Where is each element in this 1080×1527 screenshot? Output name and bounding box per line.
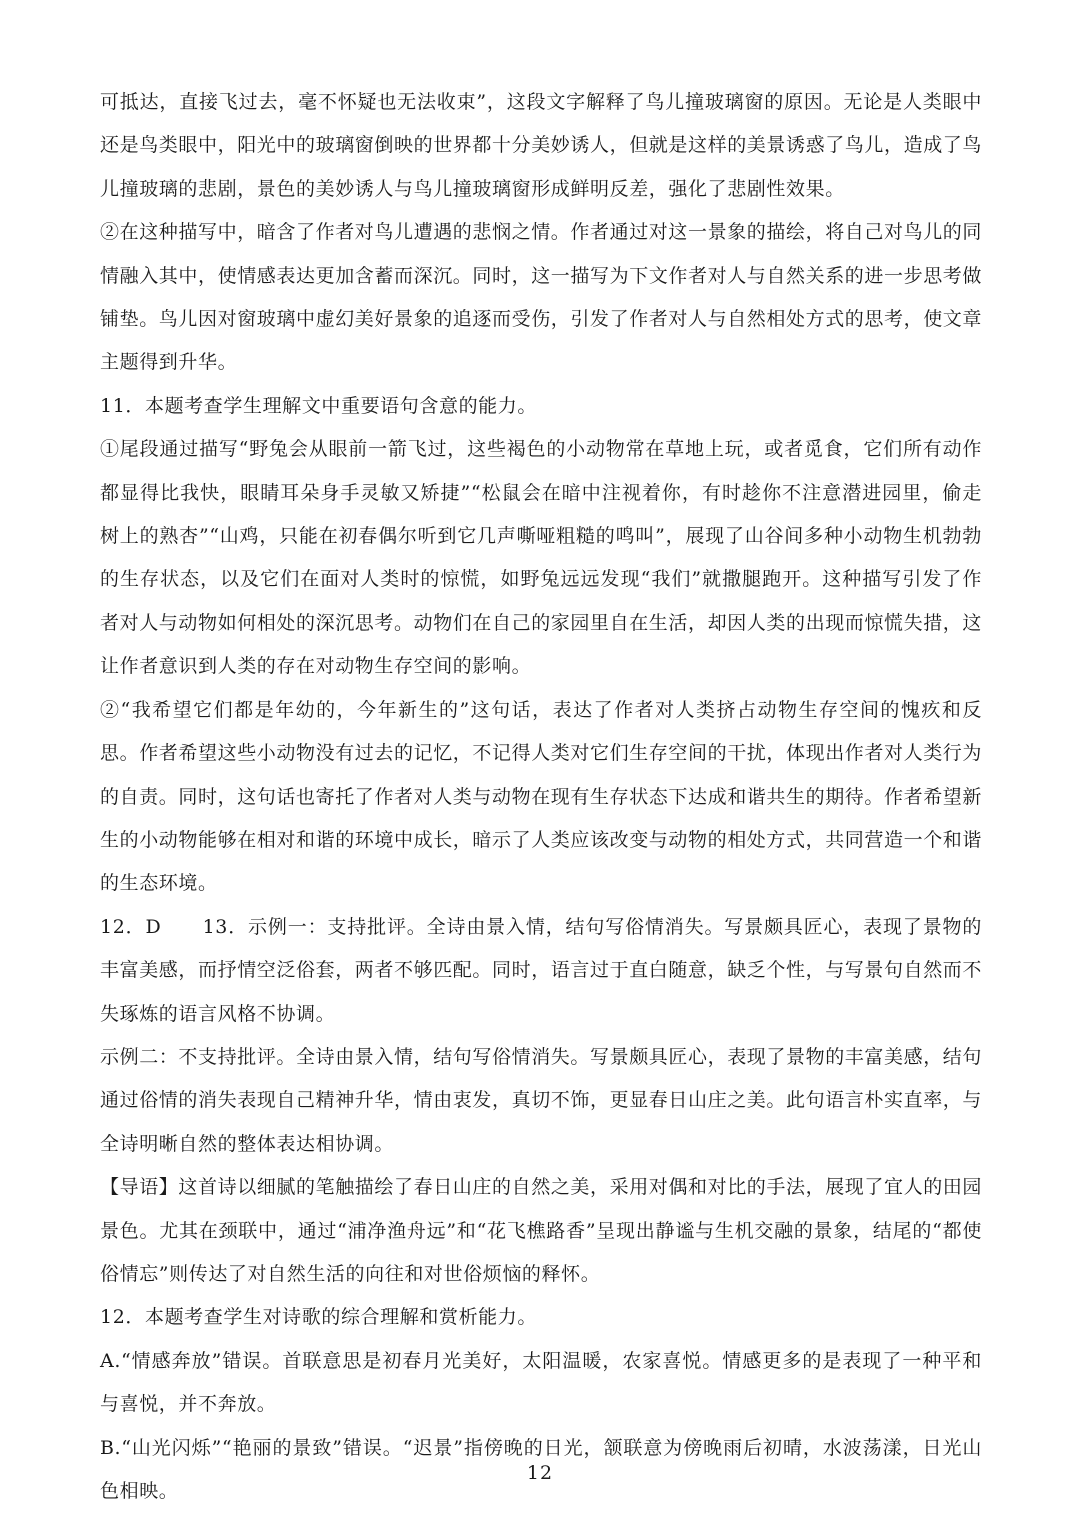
paragraph-q13-example-2: 示例二：不支持批评。全诗由景入情，结句写俗情消失。写景颇具匠心，表现了景物的丰富美感，结句通过俗情的消失表现自己精神升华，情由衷发，真切不饰，更显春日山庄之美。此句语言朴实直率，与全诗明晰自然的整体表达相协调。 (100, 1045, 983, 1155)
paragraph-poem-introduction: 【导语】这首诗以细腻的笔触描绘了春日山庄的自然之美，采用对偶和对比的手法，展现了宜人的田园景色。尤其在颈联中，通过“浦净渔舟远”和“花飞樵路香”呈现出静谧与生机交融的景象，结尾的“都使俗情忘”则传达了对自然生活的向往和对世俗烦恼的释怀。 (100, 1176, 983, 1285)
paragraph-q11-heading: 11．本题考查学生理解文中重要语句含意的能力。 (100, 394, 537, 417)
paragraph-option-a: A.“情感奔放”错误。首联意思是初春月光美好，太阳温暖，农家喜悦。情感更多的是表现了一种平和与喜悦，并不奔放。 (100, 1349, 982, 1416)
document-body (100, 81, 982, 1513)
paragraph-q11-point-2: ②“我希望它们都是年幼的，今年新生的”这句话，表达了作者对人类挤占动物生存空间的愧疚和反思。作者希望这些小动物没有过去的记忆，不记得人类对它们生存空间的干扰，体现出作者对人类行为的自责。同时，这句话也寄托了作者对人类与动物在现有生存状态下达成和谐共生的期待。作者希望新生的小动物能够在相对和谐的环境中成长，暗示了人类应该改变与动物的相处方式，共同营造一个和谐的生态环境。 (100, 698, 983, 895)
paragraph-option-b: B.“山光闪烁”“艳丽的景致”错误。“迟景”指傍晚的日光，颔联意为傍晚雨后初晴，水波荡漾，日光山色相映。 (100, 1436, 982, 1502)
paragraph-q12-q13-example-1: 12．D 13．示例一：支持批评。全诗由景入情，结句写俗情消失。写景颇具匠心，表现了景物的丰富美感，而抒情空泛俗套，两者不够匹配。同时，语言过于直白随意，缺乏个性，与写景句自然而不失琢炼的语言风格不协调。 (100, 915, 983, 1025)
paragraph-bird-glass-reason: 可抵达，直接飞过去，毫不怀疑也无法收束”，这段文字解释了鸟儿撞玻璃窗的原因。无论是人类眼中还是鸟类眼中，阳光中的玻璃窗倒映的世界都十分美妙诱人，但就是这样的美景诱惑了鸟儿，造成了鸟儿撞玻璃的悲剧，景色的美妙诱人与鸟儿撞玻璃窗形成鲜明反差，强化了悲剧性效果。 (100, 91, 983, 200)
paragraph-bird-compassion: ②在这种描写中，暗含了作者对鸟儿遭遇的悲悯之情。作者通过对这一景象的描绘，将自己对鸟儿的同情融入其中，使情感表达更加含蓄而深沉。同时，这一描写为下文作者对人与自然关系的进一步思考做铺垫。鸟儿因对窗玻璃中虚幻美好景象的追逐而受伤，引发了作者对人与自然相处方式的思考，使文章主题得到升华。 (100, 221, 983, 374)
paragraph-q11-point-1: ①尾段通过描写“野兔会从眼前一箭飞过，这些褐色的小动物常在草地上玩，或者觅食，它们所有动作都显得比我快，眼睛耳朵身手灵敏又矫捷”“松鼠会在暗中注视着你，有时趁你不注意潜进园里，偷走树上的熟杏”“山鸡，只能在初春偶尔听到它几声嘶哑粗糙的鸣叫”，展现了山谷间多种小动物生机勃勃的生存状态，以及它们在面对人类时的惊慌，如野兔远远发现“我们”就撒腿跑开。这种描写引发了作者对人与动物如何相处的深沉思考。动物们在自己的家园里自在生活，却因人类的出现而惊慌失措，这让作者意识到人类的存在对动物生存空间的影响。 (100, 438, 983, 678)
paragraph-q12-heading: 12．本题考查学生对诗歌的综合理解和赏析能力。 (100, 1306, 537, 1329)
page-number: 12 (526, 1462, 554, 1484)
